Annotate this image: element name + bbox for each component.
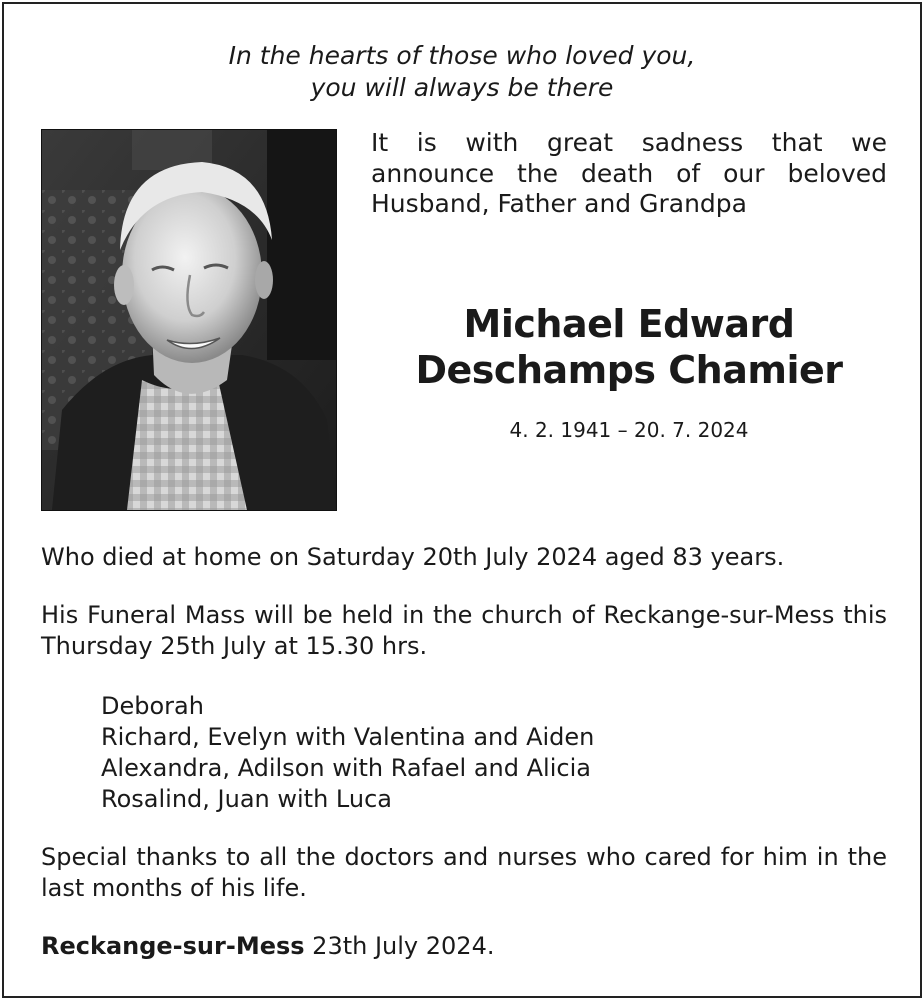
funeral-details-text: His Funeral Mass will be held in the church of Reckange-sur-Mess this Thursday 25th July at 15.30 hrs. — [41, 601, 887, 660]
quote-line-1: In the hearts of those who loved you, — [228, 41, 696, 70]
closing-place: Reckange-sur-Mess — [41, 932, 305, 960]
closing-line — [41, 931, 887, 962]
life-dates: 4. 2. 1941 – 20. 7. 2024 — [509, 418, 749, 442]
family-list — [101, 691, 881, 815]
deceased-name — [371, 301, 887, 393]
closing-date: 23th July 2024. — [304, 932, 495, 960]
family-member: Alexandra, Adilson with Rafael and Alicia — [101, 754, 591, 782]
quote-line-2: you will always be there — [310, 73, 614, 102]
name-line-1: Michael Edward — [463, 302, 795, 346]
death-notice-text: Who died at home on Saturday 20th July 2024 aged 83 years. — [41, 543, 785, 571]
family-member: Deborah — [101, 692, 204, 720]
family-member: Richard, Evelyn with Valentina and Aiden — [101, 723, 595, 751]
obituary-notice — [2, 2, 922, 998]
name-line-2: Deschamps Chamier — [415, 348, 843, 392]
announcement-text: It is with great sadness that we announce the death of our beloved Husband, Father and Grandpa — [371, 128, 887, 218]
portrait-photo — [41, 129, 337, 511]
family-member: Rosalind, Juan with Luca — [101, 785, 392, 813]
thanks-text: Special thanks to all the doctors and nurses who cared for him in the last months of his life. — [41, 843, 887, 902]
memorial-quote — [4, 40, 920, 104]
